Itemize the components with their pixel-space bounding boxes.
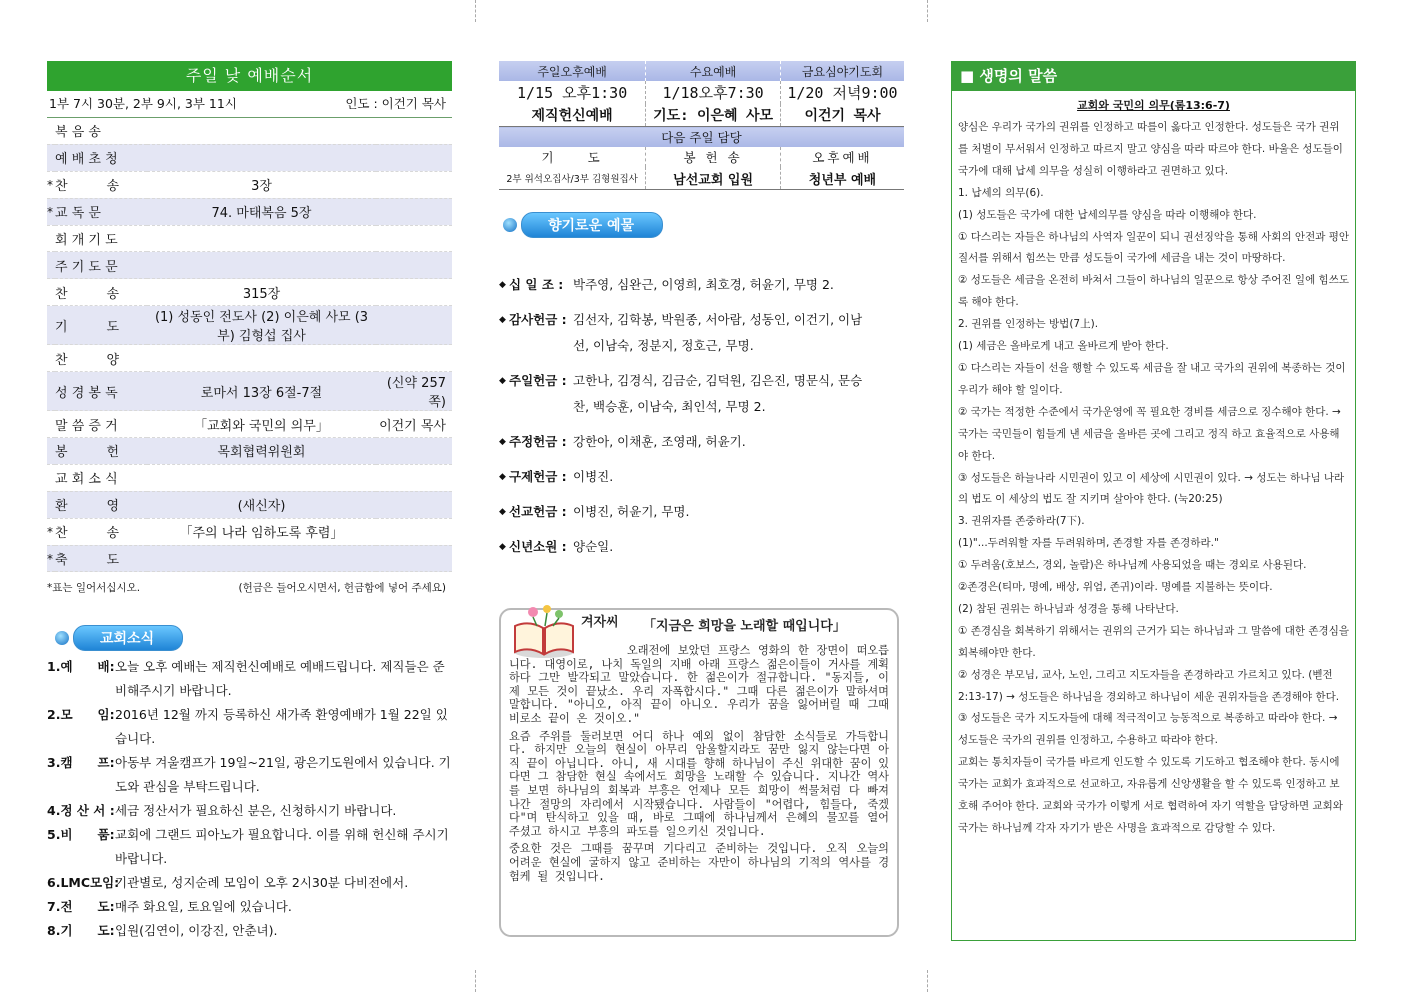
bullet-dot-icon bbox=[503, 218, 517, 232]
offering-names: 박주영, 심완근, 이영희, 최호경, 허윤기, 무명 2. bbox=[573, 277, 834, 292]
order-item-name: 교 회 소 식 bbox=[55, 464, 147, 491]
news-text: 오늘 오후 예배는 제직헌신예배로 예배드립니다. 제직들은 준비해주시기 바랍니다. bbox=[115, 659, 445, 699]
order-item-extra bbox=[376, 279, 452, 306]
offering-row bbox=[499, 499, 904, 525]
offering-row bbox=[499, 429, 904, 455]
sermon-line: (2) 참된 권위는 하나님과 성경을 통해 나타난다. bbox=[958, 602, 1179, 615]
church-news-list bbox=[47, 655, 452, 943]
offering-row bbox=[499, 464, 904, 490]
offering-type: 주정헌금 : bbox=[509, 434, 567, 449]
order-item-name: 환 영 bbox=[55, 491, 147, 518]
schedule-column bbox=[499, 61, 904, 937]
sermon-line: ① 두려움(호보스, 경외, 놀람)은 하나님께 사용되었을 때는 경외로 사용된다. bbox=[958, 559, 1307, 572]
order-row bbox=[47, 225, 452, 252]
news-item bbox=[47, 919, 452, 943]
news-item bbox=[47, 823, 452, 871]
church-news-heading bbox=[73, 625, 183, 651]
order-row bbox=[47, 118, 452, 144]
order-item-content bbox=[147, 545, 376, 572]
order-row bbox=[47, 306, 452, 345]
sermon-line: ③ 성도들은 국가 지도자들에 대해 적극적이고 능동적으로 복종하고 따라야 한다. → 성도들은 국가의 권위를 인정하고, 수용하고 따라야 한다. bbox=[958, 712, 1338, 747]
diamond-bullet-icon: ◆ bbox=[499, 315, 506, 325]
stand-mark bbox=[47, 464, 55, 491]
order-item-extra bbox=[376, 225, 452, 252]
order-item-content bbox=[147, 252, 376, 279]
news-label: 7.전 도: bbox=[47, 899, 115, 915]
news-text: 매주 화요일, 토요일에 있습니다. bbox=[115, 899, 292, 915]
next-week-value: 청년부 예배 bbox=[780, 167, 904, 190]
sermon-line: ② 국가는 적정한 수준에서 국가운영에 꼭 필요한 경비를 세금으로 징수해야 한다. → 국가는 국민들이 힘들게 낸 세금을 올바른 곳에 그리고 정직 하고 효율적으로 사용해야 한다. bbox=[958, 405, 1341, 462]
news-label: 2.모 임: bbox=[47, 707, 115, 723]
stand-note: *표는 일어서십시오. bbox=[47, 582, 141, 595]
news-label: 8.기 도: bbox=[47, 923, 115, 939]
order-item-content: 목회협력위원회 bbox=[147, 438, 376, 465]
order-item-content: 로마서 13장 6절-7절 bbox=[147, 372, 376, 411]
mustard-seed-label: 겨자씨 bbox=[581, 615, 619, 630]
order-row bbox=[47, 464, 452, 491]
order-item-name: 찬 송 bbox=[55, 279, 147, 306]
sermon-subtitle: 교회와 국민의 의무(롬13:6-7) bbox=[1077, 99, 1230, 112]
worship-order-title: 주일 낮 예배순서 bbox=[47, 61, 452, 91]
offering-names: 양순일. bbox=[573, 539, 614, 554]
order-item-name: 봉 헌 bbox=[55, 438, 147, 465]
order-item-content: 3장 bbox=[147, 171, 376, 198]
order-item-extra bbox=[376, 198, 452, 225]
offering-row bbox=[499, 307, 904, 359]
next-week-header: 봉 헌 송 bbox=[646, 147, 781, 167]
service-leader: 인도 : 이건기 목사 bbox=[345, 96, 446, 111]
order-item-content bbox=[147, 144, 376, 171]
order-item-name: 찬 양 bbox=[55, 345, 147, 372]
order-item-extra bbox=[376, 252, 452, 279]
mustard-paragraph: 오래전에 보았던 프랑스 영화의 한 장면이 떠오릅니다. 대영이로, 나치 독일의 지배 아래 프랑스 젊은이들이 거사를 계획하다 그만 발각되고 말았습니다. 한 젊은이가 절규합니다. "동지들, 이제 모든 것이 끝났소. 우리 자폭합시다." 그때 다른 젊은이가 말하셔며 말합니다. "아니오, 아직 끝이 아니오. 우리가 꿈을 잃어버릴 때 그때 비로소 끝이 온 것이오." bbox=[509, 644, 889, 725]
schedule-leader: 제직헌신예배 bbox=[499, 104, 646, 127]
bullet-dot-icon bbox=[55, 631, 69, 645]
offering-names: 고한나, 김경식, 김금순, 김덕원, 김은진, 명문식, 문승찬, 백승훈, 이남숙, 최인석, 무명 2. bbox=[573, 373, 863, 414]
stand-mark: * bbox=[47, 171, 55, 198]
stand-mark bbox=[47, 306, 55, 345]
stand-mark bbox=[47, 491, 55, 518]
schedule-header: 수요예배 bbox=[646, 61, 781, 81]
order-row bbox=[47, 411, 452, 438]
sermon-line: ① 다스리는 자들은 하나님의 사역자 일꾼이 되니 권선징악을 통해 사회의 안전과 평안 질서를 위해서 힘쓰는 만큼 성도들이 국가에 세금을 내는 것이 마땅하다. bbox=[958, 230, 1349, 265]
news-item bbox=[47, 703, 452, 751]
order-item-extra bbox=[376, 464, 452, 491]
offering-row bbox=[499, 534, 904, 560]
news-text: 교회에 그랜드 피아노가 필요합니다. 이를 위해 헌신해 주시기 바랍니다. bbox=[115, 827, 449, 867]
order-item-name: 교 독 문 bbox=[55, 198, 147, 225]
stand-mark bbox=[47, 279, 55, 306]
news-text: 세금 정산서가 필요하신 분은, 신청하시기 바랍니다. bbox=[115, 803, 397, 819]
stand-mark bbox=[47, 372, 55, 411]
order-item-name: 기 도 bbox=[55, 306, 147, 345]
stand-mark: * bbox=[47, 545, 55, 572]
sermon-line: (1) 세금은 올바로게 내고 올바르게 받아 한다. bbox=[958, 340, 1169, 353]
fold-mark-bottom bbox=[475, 970, 477, 992]
order-item-extra: 이건기 목사 bbox=[376, 411, 452, 438]
news-text: 입원(김연이, 이강진, 안춘녀). bbox=[115, 923, 278, 939]
sermon-line: ③ 성도들은 하늘나라 시민권이 있고 이 세상에 시민권이 있다. → 성도는 하나님 나라의 법도 이 세상의 법도 잘 지키며 살아야 한다. (눅20:25) bbox=[958, 471, 1345, 506]
offering-names: 김선자, 김학봉, 박원종, 서아람, 성동인, 이건기, 이남선, 이남숙, 정분지, 정호근, 무명. bbox=[573, 312, 863, 353]
order-item-extra bbox=[376, 345, 452, 372]
order-item-extra: (신약 257쪽) bbox=[376, 372, 452, 411]
order-row bbox=[47, 345, 452, 372]
order-row bbox=[47, 144, 452, 171]
news-label: 5.비 품: bbox=[47, 827, 115, 843]
sermon-line: 2. 권위를 인정하는 방법(7上). bbox=[958, 318, 1099, 331]
offerings-heading bbox=[521, 212, 663, 238]
schedule-leader: 기도: 이은혜 사모 bbox=[646, 104, 781, 127]
offering-type: 감사헌금 : bbox=[509, 312, 567, 327]
next-week-title: 다음 주일 담당 bbox=[499, 127, 904, 148]
order-item-name: 주 기 도 문 bbox=[55, 252, 147, 279]
order-row bbox=[47, 518, 452, 545]
offering-row bbox=[499, 272, 904, 298]
order-item-extra bbox=[376, 118, 452, 144]
order-item-content bbox=[147, 345, 376, 372]
news-item bbox=[47, 895, 452, 919]
order-item-name: 복 음 송 bbox=[55, 118, 147, 144]
mustard-seed-title: 「지금은 희망을 노래할 때입니다」 bbox=[643, 619, 846, 634]
schedule-header: 금요심야기도회 bbox=[780, 61, 904, 81]
schedule-time: 1/20 저녁9:00 bbox=[780, 81, 904, 104]
mustard-seed-body bbox=[509, 644, 889, 887]
order-item-content: (새신자) bbox=[147, 491, 376, 518]
schedule-leader: 이건기 목사 bbox=[780, 104, 904, 127]
order-item-content: 「교회와 국민의 의무」 bbox=[147, 411, 376, 438]
offering-type: 십 일 조 : bbox=[509, 277, 564, 292]
order-item-content: 315장 bbox=[147, 279, 376, 306]
order-item-extra bbox=[376, 518, 452, 545]
order-item-name: 말 씀 증 거 bbox=[55, 411, 147, 438]
news-label: 4.정 산 서 : bbox=[47, 803, 115, 819]
next-week-value: 남선교회 입원 bbox=[646, 167, 781, 190]
next-week-value: 2부 위석오집사/3부 김형원집사 bbox=[499, 167, 646, 190]
news-item bbox=[47, 799, 452, 823]
order-row bbox=[47, 545, 452, 572]
news-text: 2016년 12월 까지 등록하신 새가족 환영예배가 1월 22일 있습니다. bbox=[115, 707, 448, 747]
sermon-line: ②존경은(티마, 명예, 배상, 위엄, 존귀)이라. 명예를 지불하는 뜻이다. bbox=[958, 581, 1273, 594]
order-item-content bbox=[147, 118, 376, 144]
order-item-content: 「주의 나라 임하도록 후렴」 bbox=[147, 518, 376, 545]
order-item-name: 찬 송 bbox=[55, 171, 147, 198]
diamond-bullet-icon: ◆ bbox=[499, 437, 506, 447]
stand-mark bbox=[47, 438, 55, 465]
sermon-line: 3. 권위자를 존중하라(7下). bbox=[958, 515, 1085, 528]
order-item-content: 74. 마태복음 5장 bbox=[147, 198, 376, 225]
order-row bbox=[47, 198, 452, 225]
order-item-extra bbox=[376, 306, 452, 345]
sermon-line: (1)"...두려워할 자를 두려워하며, 존경할 자를 존경하라." bbox=[958, 537, 1219, 550]
word-of-life-column bbox=[951, 61, 1356, 941]
offering-names: 이병진. bbox=[573, 469, 614, 484]
news-item bbox=[47, 655, 452, 703]
mustard-seed-box bbox=[499, 608, 899, 937]
word-of-life-title: ■ 생명의 말씀 bbox=[952, 62, 1355, 91]
stand-mark bbox=[47, 225, 55, 252]
schedule-time: 1/18오후7:30 bbox=[646, 81, 781, 104]
news-item bbox=[47, 871, 452, 895]
order-row bbox=[47, 438, 452, 465]
order-item-extra bbox=[376, 491, 452, 518]
order-item-name: 축 도 bbox=[55, 545, 147, 572]
diamond-bullet-icon: ◆ bbox=[499, 376, 506, 386]
worship-order-table bbox=[47, 118, 452, 572]
order-item-name: 찬 송 bbox=[55, 518, 147, 545]
order-row bbox=[47, 372, 452, 411]
offering-row bbox=[499, 368, 904, 420]
stand-mark: * bbox=[47, 518, 55, 545]
offering-note: (헌금은 들어오시면서, 헌금함에 넣어 주세요) bbox=[238, 582, 446, 595]
sermon-line: ② 성경은 부모님, 교사, 노인, 그리고 지도자들을 존경하라고 가르치고 있다. (벧전2:13-17) → 성도들은 하나님을 경외하고 하나님이 세운 권위자들을 존경해야 한다. bbox=[958, 668, 1340, 703]
stand-mark bbox=[47, 118, 55, 144]
sermon-outline bbox=[952, 113, 1355, 840]
order-item-content bbox=[147, 225, 376, 252]
offerings-list bbox=[499, 272, 904, 560]
sermon-line: ① 존경심을 회복하기 위해서는 권위의 근거가 되는 하나님과 그 말씀에 대한 존경심을 회복해야만 한다. bbox=[958, 624, 1349, 659]
worship-order-column bbox=[47, 61, 452, 943]
order-item-extra bbox=[376, 144, 452, 171]
news-text: 아동부 겨울캠프가 19일~21일, 광은기도원에서 있습니다. 기도와 관심을 부탁드립니다. bbox=[115, 755, 451, 795]
service-times-row bbox=[47, 91, 452, 118]
schedule-time: 1/15 오후1:30 bbox=[516, 84, 628, 102]
next-week-header: 오후예배 bbox=[780, 147, 904, 167]
offering-type: 신년소원 : bbox=[509, 539, 567, 554]
schedule-header: 주일오후예배 bbox=[499, 61, 646, 81]
order-row bbox=[47, 171, 452, 198]
diamond-bullet-icon: ◆ bbox=[499, 280, 506, 290]
order-item-extra bbox=[376, 438, 452, 465]
news-label: 1.예 배: bbox=[47, 659, 115, 675]
schedule-table bbox=[499, 61, 904, 190]
order-item-name: 예 배 초 청 bbox=[55, 144, 147, 171]
order-item-content: (1) 성동인 전도사 (2) 이은혜 사모 (3부) 김형섭 집사 bbox=[147, 306, 376, 345]
stand-mark: * bbox=[47, 198, 55, 225]
news-label: 6.LMC모임: bbox=[47, 875, 120, 891]
mustard-paragraph: 중요한 것은 그때를 꿈꾸며 기다리고 준비하는 것입니다. 오직 오늘의 어려운 현실에 굴하지 않고 준비하는 자만이 하나님의 기적의 역사를 경험케 될 것입니다. bbox=[509, 842, 889, 883]
church-news-title: 교회소식 bbox=[100, 631, 155, 648]
stand-mark bbox=[47, 411, 55, 438]
offering-type: 주일헌금 : bbox=[509, 373, 567, 388]
sermon-line: 1. 납세의 의무(6). bbox=[958, 186, 1044, 199]
news-label: 3.캠 프: bbox=[47, 755, 115, 771]
order-item-name: 성 경 봉 독 bbox=[55, 372, 147, 411]
sermon-line: (1) 성도들은 국가에 대한 납세의무를 양심을 따라 이행해야 한다. bbox=[958, 208, 1257, 221]
order-row bbox=[47, 252, 452, 279]
offering-names: 강한아, 이채훈, 조영래, 허윤기. bbox=[573, 434, 746, 449]
news-text: 기관별로, 성지순례 모임이 오후 2시30분 다비전에서. bbox=[115, 875, 409, 891]
sermon-line: 교회는 통치자들이 국가를 바르게 인도할 수 있도록 기도하고 협조해야 한다. 동시에 국가는 교회가 효과적으로 선교하고, 자유롭게 신앙생활을 할 수 있도록 인정하고 보호해 주어야 한다. 교회와 국가가 이렇게 서로 협력하여 자기 역할을 담당하면 교회와 국가는 하나님께 각자 자기가 받은 사명을 효과적으로 감당할 수 있다. bbox=[958, 756, 1343, 834]
order-item-content bbox=[147, 464, 376, 491]
news-item bbox=[47, 751, 452, 799]
order-row bbox=[47, 491, 452, 518]
offerings-title: 향기로운 예물 bbox=[548, 218, 635, 234]
offering-names: 이병진, 허윤기, 무명. bbox=[573, 504, 690, 519]
stand-mark bbox=[47, 345, 55, 372]
mustard-paragraph: 요즘 주위를 둘러보면 어디 하나 예외 없이 참담한 소식들로 가득합니다. 하지만 오늘의 현실이 아무리 암울할지라도 꿈만 잃지 않는다면 아직 끝이 아닙니다. 아니, 새 시대를 향해 하나님이 주신 위대한 꿈이 있다면 그 참담한 현실 속에서도 희망을 노래할 수 있습니다. 지나간 역사를 보면 하나님의 회복과 부흥은 언제나 모든 희망이 썩물쳐럼 다 빠져나간 절망의 자리에서 시작됐습니다. 사람들이 "어렵다, 힘들다, 죽겠다"며 탄식하고 있을 때, 바로 그때에 하나님께서 은혜의 물꼬를 열어 주셨고 하시고 부흥의 파도를 일으키신 것입니다. bbox=[509, 729, 889, 838]
fold-mark-top bbox=[475, 0, 477, 22]
order-item-extra bbox=[376, 545, 452, 572]
stand-mark bbox=[47, 144, 55, 171]
sermon-line: ① 다스리는 자들이 선을 행할 수 있도록 세금을 잘 내고 국가의 권위에 복종하는 것이 우리가 해야 할 일이다. bbox=[958, 361, 1346, 396]
stand-mark bbox=[47, 252, 55, 279]
fold-mark-bottom-right bbox=[927, 970, 929, 992]
order-item-name: 회 개 기 도 bbox=[55, 225, 147, 252]
order-footnote bbox=[47, 580, 452, 595]
order-row bbox=[47, 279, 452, 306]
next-week-header: 기 도 bbox=[541, 150, 603, 165]
service-times: 1부 7시 30분, 2부 9시, 3부 11시 bbox=[49, 96, 237, 111]
diamond-bullet-icon: ◆ bbox=[499, 542, 506, 552]
offering-type: 선교헌금 : bbox=[509, 504, 567, 519]
order-item-extra bbox=[376, 171, 452, 198]
sermon-line: ② 성도들은 세금을 온전히 바쳐서 그들이 하나님의 일꾼으로 항상 주어진 일에 힘쓰도록 해야 한다. bbox=[958, 274, 1349, 309]
fold-mark-top-right bbox=[927, 0, 929, 22]
diamond-bullet-icon: ◆ bbox=[499, 472, 506, 482]
offering-type: 구제헌금 : bbox=[509, 469, 567, 484]
sermon-line: 양심은 우리가 국가의 권위를 인정하고 따를이 옳다고 인정한다. 성도들은 국가 권위를 처벌이 무서워서 인정하고 따르지 말고 양심을 따라 따르야 한다. 바울은 성도들이 국가에 대해 납세 의무을 성실히 이행하라고 권면하고 있다. bbox=[958, 121, 1343, 177]
diamond-bullet-icon: ◆ bbox=[499, 507, 506, 517]
